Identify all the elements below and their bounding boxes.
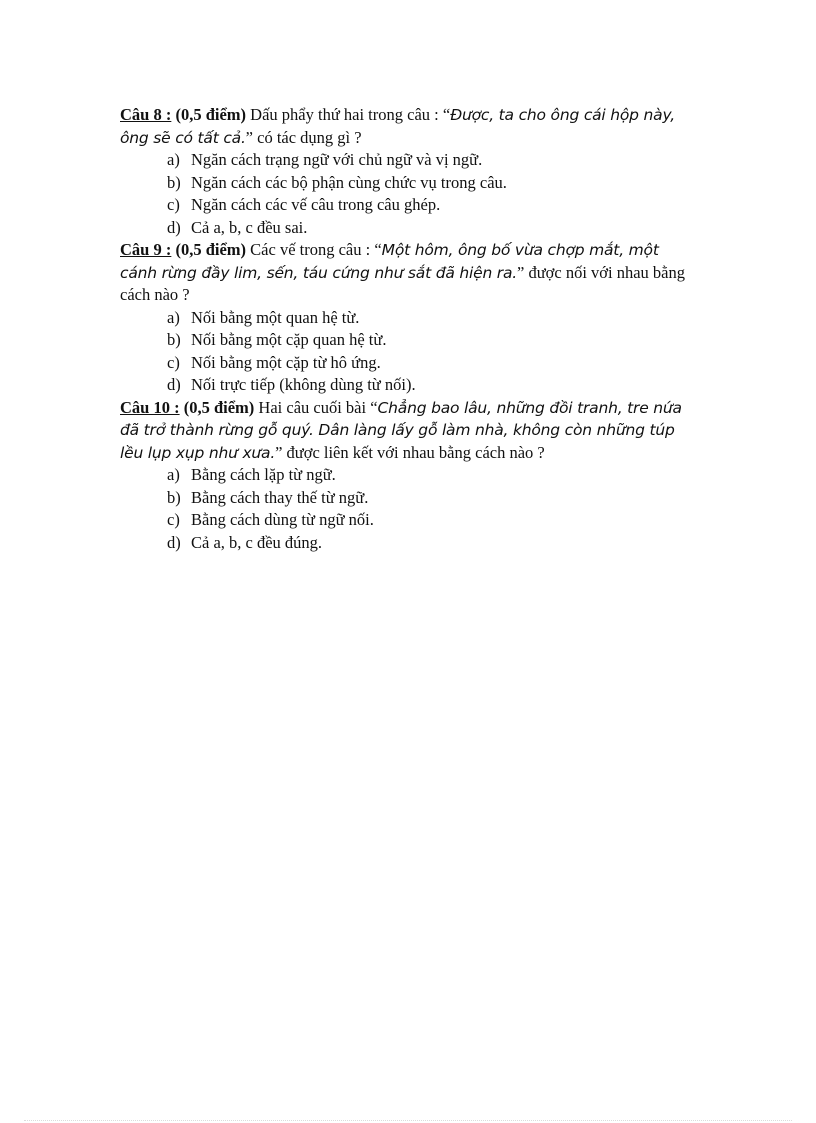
- option-item: [167, 352, 700, 375]
- question-10-points: (0,5 điểm): [183, 397, 255, 417]
- question-8-quote: Được, ta cho ông cái hộp này, ông sẽ có tất cả.: [120, 106, 675, 147]
- option-item: [167, 149, 700, 172]
- question-9-quote: Một hôm, ông bố vừa chợp mắt, một cánh rừng đầy lim, sến, táu cứng như sắt đã hiện ra.: [120, 241, 659, 282]
- question-9-prompt-start: Các vế trong câu : “: [250, 240, 382, 259]
- option-text: Nối bằng một cặp quan hệ từ.: [191, 330, 387, 349]
- question-8-prompt-end: ” có tác dụng gì ?: [245, 127, 362, 147]
- option-text: Bằng cách dùng từ ngữ nối.: [191, 510, 374, 529]
- question-10-prompt-start: Hai câu cuối bài “: [258, 397, 378, 417]
- question-9-stem: [120, 239, 700, 307]
- question-10-quote: Chẳng bao lâu, những đồi tranh, tre nứa đã trở thành rừng gỗ quý. Dân làng lấy gỗ làm nhà, không còn những túp lều lụp xụp như xưa.: [120, 398, 682, 462]
- option-item: [167, 172, 700, 195]
- option-letter: c): [167, 352, 180, 372]
- option-letter: b): [167, 330, 181, 349]
- option-letter: d): [167, 375, 181, 394]
- page-bottom-divider: [24, 1120, 792, 1121]
- option-item: [167, 217, 700, 240]
- option-item: [167, 307, 700, 330]
- option-letter: c): [167, 510, 180, 529]
- question-10-stem: [120, 397, 700, 465]
- question-8-number: Câu 8 :: [120, 105, 172, 124]
- option-item: [167, 487, 700, 510]
- option-text: Cả a, b, c đều đúng.: [191, 532, 323, 552]
- question-8-points: (0,5 điểm): [175, 105, 247, 124]
- option-letter: d): [167, 217, 181, 237]
- option-text: Bằng cách thay thế từ ngữ.: [191, 487, 369, 507]
- option-text: Ngăn cách các vế câu trong câu ghép.: [191, 195, 441, 214]
- option-letter: b): [167, 172, 181, 192]
- question-8-stem: [120, 104, 700, 149]
- option-letter: a): [167, 307, 180, 327]
- option-item: [167, 194, 700, 217]
- document-page: [120, 104, 700, 554]
- option-item: [167, 329, 700, 352]
- option-letter: c): [167, 195, 180, 214]
- question-8-options: [120, 149, 700, 239]
- option-letter: b): [167, 487, 181, 507]
- option-item: [167, 509, 700, 532]
- question-9: [120, 239, 700, 397]
- question-8: [120, 104, 700, 239]
- question-10-number: Câu 10 :: [120, 397, 180, 417]
- option-text: Cả a, b, c đều sai.: [191, 217, 308, 237]
- question-10: [120, 397, 700, 555]
- question-9-options: [120, 307, 700, 397]
- option-text: Nối trực tiếp (không dùng từ nối).: [191, 375, 416, 394]
- question-10-options: [120, 464, 700, 554]
- question-8-prompt-start: Dấu phẩy thứ hai trong câu : “: [250, 105, 451, 124]
- question-9-points: (0,5 điểm): [175, 240, 247, 259]
- option-item: [167, 464, 700, 487]
- question-9-prompt-end: ” được nối với nhau bằng cách nào ?: [120, 262, 685, 304]
- option-item: [167, 532, 700, 555]
- option-text: Nối bằng một cặp từ hô ứng.: [191, 352, 381, 372]
- option-text: Ngăn cách trạng ngữ với chủ ngữ và vị ngữ.: [191, 150, 483, 169]
- option-letter: d): [167, 532, 181, 552]
- option-letter: a): [167, 465, 180, 484]
- option-text: Nối bằng một quan hệ từ.: [191, 307, 360, 327]
- question-10-prompt-end: ” được liên kết với nhau bằng cách nào ?: [275, 442, 545, 462]
- option-letter: a): [167, 150, 180, 169]
- option-text: Ngăn cách các bộ phận cùng chức vụ trong câu.: [191, 172, 507, 192]
- option-text: Bằng cách lặp từ ngữ.: [191, 465, 336, 484]
- option-item: [167, 374, 700, 397]
- question-9-number: Câu 9 :: [120, 240, 172, 259]
